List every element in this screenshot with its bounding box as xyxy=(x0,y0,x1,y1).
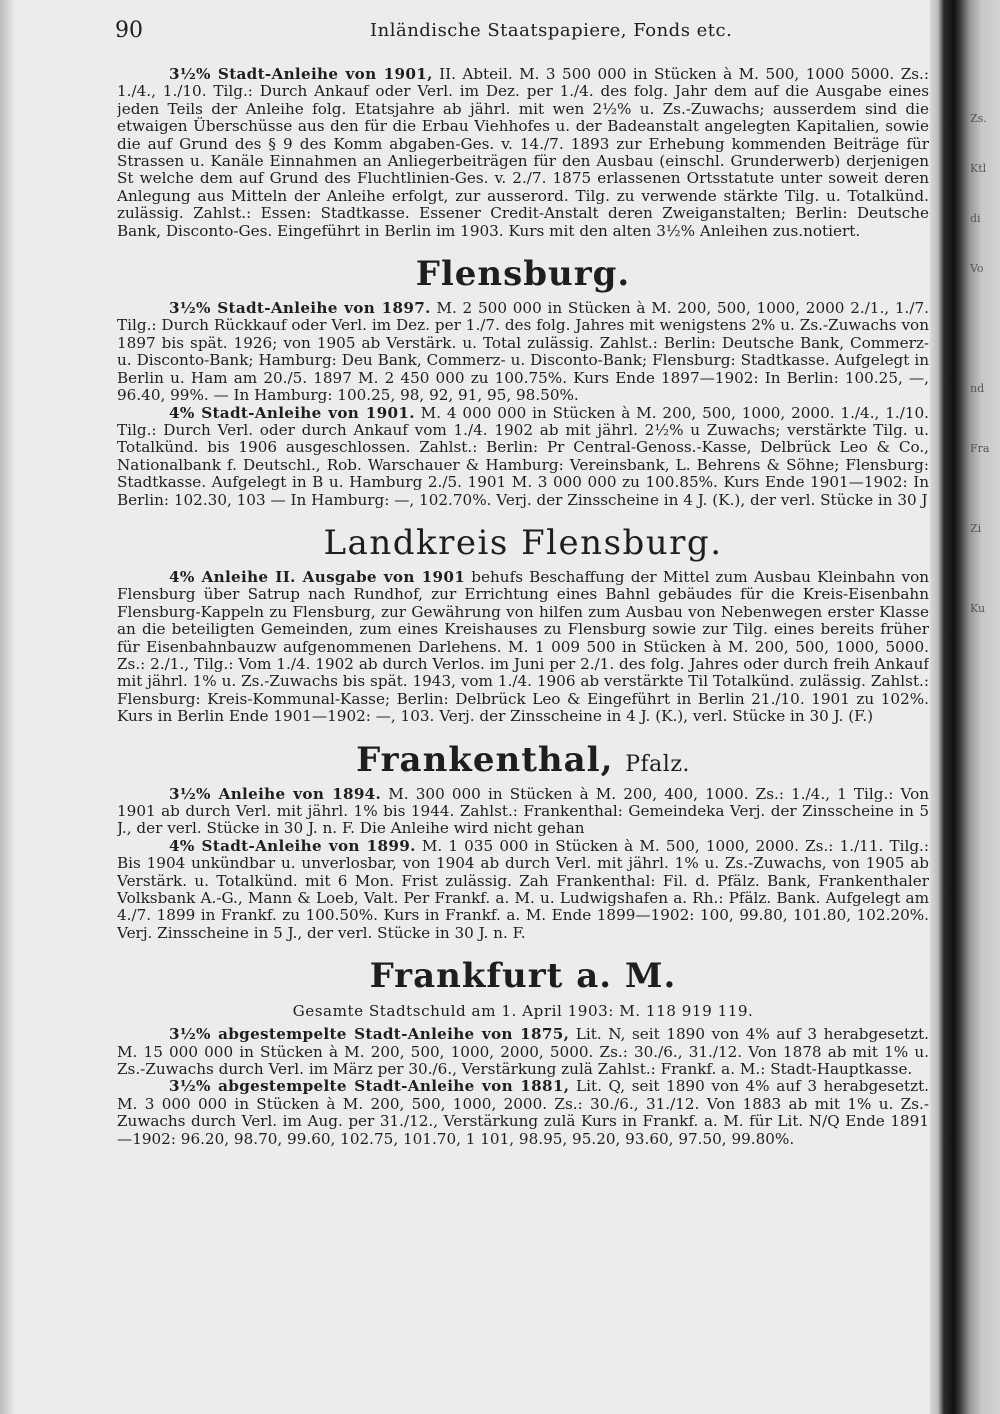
bond-title: 3½% Anleihe von 1894. xyxy=(169,784,382,803)
next-page-fragment: Ktl xyxy=(970,162,987,175)
city-name: Flensburg. xyxy=(415,254,631,295)
page-edge-shadow xyxy=(0,0,14,1414)
city-heading xyxy=(117,254,929,294)
next-page-fragment: Zi xyxy=(970,522,982,535)
bond-entry xyxy=(117,300,929,404)
bond-entry xyxy=(117,405,929,509)
bond-entry xyxy=(117,1078,929,1148)
bond-text: M. 300 000 in Stücken à M. 200, 400, 1000. Zs.: 1./4., 1 Tilg.: Von 1901 ab durch Verl. mit jährl. 1% bis 1944. Zahlst.: Frankenthal: Gemeindeka Verj. der Zinsscheine in 5 J., der verl. Stücke in 30 J. n. F. Die Anleihe wird nicht gehan xyxy=(117,784,929,838)
city-name: Frankfurt a. M. xyxy=(369,956,677,997)
next-page-fragment: di xyxy=(970,212,981,225)
city-heading xyxy=(117,956,929,996)
bond-title: 4% Stadt-Anleihe von 1901. xyxy=(169,403,415,422)
page-number: 90 xyxy=(115,18,143,43)
city-heading xyxy=(117,523,929,563)
binding-gutter xyxy=(930,0,1000,1414)
bond-text: behufs Beschaffung der Mittel zum Ausbau Kleinbahn von Flensburg über Satrup nach Rundhof, zur Errichtung eines Bahnl gebäudes für die Kreis-Eisenbahn Flensburg-Kappeln zu Flensburg, zur Gewährung von hilfen zum Ausbau von Nebenwegen erster Klasse an die beteiligten Gemeinden, zum eines Kreishauses zu Flensburg sowie zur Tilg. eines bereits früher für Eisenbahnbauzw aufgenommenen Darlehens. M. 1 009 500 in Stücken à M. 200, 500, 1000, 5000. Zs.: 2./1., Tilg.: Vom 1./4. 1902 ab durch Verlos. im Juni per 2./1. des folg. Jahres oder durch freih Ankauf mit jährl. 1% u. Zs.-Zuwachs bis spät. 1943, vom 1./4. 1906 ab verstärkte Til Totalkünd. zulässig. Zahlst.: Flensburg: Kreis-Kommunal-Kasse; Berlin: Delbrück Leo & Eingeführt in Berlin 21./10. 1901 zu 102%. Kurs in Berlin Ende 1901—1902: —, 103. Verj. der Zinsscheine in 4 J. (K.), verl. Stücke in 30 J. (F.) xyxy=(117,567,929,726)
bond-entry xyxy=(117,786,929,838)
bond-text: Lit. N, seit 1890 von 4% auf 3 herabgesetzt. M. 15 000 000 in Stücken à M. 200, 500, 1000, 2000, 5000. Zs.: 30./6., 31./12. Von 1878 ab mit 1% u. Zs.-Zuwachs durch Verl. im März per 30./6., Verstärkung zulä Zahlst.: Frankf. a. M.: Stadt-Hauptkasse. xyxy=(117,1025,929,1079)
bond-title: 3½% Stadt-Anleihe von 1897. xyxy=(169,299,431,318)
city-subtitle: Pfalz. xyxy=(625,751,690,777)
bond-text: M. 4 000 000 in Stücken à M. 200, 500, 1000, 2000. 1./4., 1./10. Tilg.: Durch Verl. oder durch Ankauf vom 1./4. 1902 ab mit jährl. 2½% u Zuwachs; verstärkte Tilg. u. Totalkünd. bis 1906 ausgeschlossen. Zahlst.: Berlin: Pr Central-Genoss.-Kasse, Delbrück Leo & Co., Nationalbank f. Deutschl., Rob. Warschauer & Hamburg: Vereinsbank, L. Behrens & Söhne; Flensburg: Stadtkasse. Aufgelegt in B u. Hamburg 2./5. 1901 M. 3 000 000 zu 100.85%. Kurs Ende 1901—1902: In Berlin: 102.30, 103 — In Hamburg: —, 102.70%. Verj. der Zinsscheine in 4 J. (K.), der verl. Stücke in 30 J xyxy=(117,403,929,509)
bond-entry xyxy=(117,569,929,726)
bond-text: Lit. Q, seit 1890 von 4% auf 3 herabgesetzt. M. 3 000 000 in Stücken à M. 200, 500, 1000, 2000. Zs.: 30./6., 31./12. Von 1883 ab mit 1% u. Zs.-Zuwachs durch Verl. im Aug. per 31./12., Verstärkung zulä Kurs in Frankf. a. M. für Lit. N/Q Ende 1891—1902: 96.20, 98.70, 99.60, 102.75, 101.70, 1 101, 98.95, 95.20, 93.60, 97.50, 99.80%. xyxy=(117,1077,929,1148)
bond-text: M. 1 035 000 in Stücken à M. 500, 1000, 2000. Zs.: 1./11. Tilg.: Bis 1904 unkündbar u. unverlosbar, von 1904 ab durch Verl. mit jährl. 1% u. Zs.-Zuwachs, von 1905 ab Verstärk. u. Totalkünd. mit 6 Mon. Frist zulässig. Zah Frankenthal: Fil. d. Pfälz. Bank, Frankenthaler Volksbank A.-G., Mann & Loeb, Valt. Per Frankf. a. M. u. Ludwigshafen a. Rh.: Pfälz. Bank. Aufgelegt am 4./7. 1899 in Frankf. zu 100.50%. Kurs in Frankf. a. M. Ende 1899—1902: 100, 99.80, 101.80, 102.20%. Verj. Zinsscheine in 5 J., der verl. Stücke in 30 J. n. F. xyxy=(117,836,929,942)
next-page-fragment: Zs. xyxy=(970,112,987,125)
next-page-fragment: Fra xyxy=(970,442,990,455)
total-debt-line: Gesamte Stadtschuld am 1. April 1903: M. 118 919 119. xyxy=(292,1002,754,1021)
next-page-fragment: Ku xyxy=(970,602,986,615)
bond-title: 4% Stadt-Anleihe von 1899. xyxy=(169,836,416,855)
bond-text: II. Abteil. M. 3 500 000 in Stücken à M. 500, 1000 5000. Zs.: 1./4., 1./10. Tilg.: Durch Ankauf oder Verl. im Dez. per 1./4. des folg. Jahr dem auf die Ausgabe eines jeden Teils der Anleihe folg. Etatsjahre ab jährl. mit wen 2½% u. Zs.-Zuwachs; ausserdem sind die etwaigen Überschüsse aus den für die Erbau Viehhofes u. der Badeanstalt angelegten Kapitalien, sowie die auf Grund des § 9 des Komm abgaben-Ges. v. 14./7. 1893 zur Erhebung kommenden Beiträge für Strassen u. Kanäle Einnahmen an Anliegerbeiträgen für den Ausbau (einschl. Grunderwerb) derjenigen St welche dem auf Grund des Fluchtlinien-Ges. v. 2./7. 1875 erlassenen Ortsstatute unter soweit deren Anlegung aus Mitteln der Anleihe erfolgt, zur ausserord. Tilg. zu verwende stärkte Tilg. u. Totalkünd. zulässig. Zahlst.: Essen: Stadtkasse. Essener Credit-Anstalt deren Zweiganstalten; Berlin: Deutsche Bank, Disconto-Ges. Eingeführt in Berlin im 1903. Kurs mit den alten 3½% Anleihen zus.notiert. xyxy=(117,66,929,240)
bond-entry xyxy=(117,838,929,942)
page-body xyxy=(117,66,929,1396)
page-header xyxy=(115,18,935,48)
bond-title: 4% Anleihe II. Ausgabe von 1901 xyxy=(169,567,466,586)
bond-title: 3½% abgestempelte Stadt-Anleihe von 1881, xyxy=(169,1077,570,1096)
next-page-fragment: Vo xyxy=(970,262,984,275)
bond-title: 3½% abgestempelte Stadt-Anleihe von 1875, xyxy=(169,1025,570,1044)
running-title: Inländische Staatspapiere, Fonds etc. xyxy=(370,20,733,41)
bond-entry xyxy=(117,66,929,240)
city-name: Frankenthal, xyxy=(356,739,614,780)
bond-text: M. 2 500 000 in Stücken à M. 200, 500, 1000, 2000 2./1., 1./7. Tilg.: Durch Rückkauf oder Verl. im Dez. per 1./7. des folg. Jahres mit wenigstens 2% u. Zs.-Zuwachs von 1897 bis spät. 1926; von 1905 ab Verstärk. u. Total zulässig. Zahlst.: Berlin: Deutsche Bank, Commerz- u. Disconto-Bank; Hamburg: Deu Bank, Commerz- u. Disconto-Bank; Flensburg: Stadtkasse. Aufgelegt in Berlin u. Ham am 20./5. 1897 M. 2 450 000 zu 100.75%. Kurs Ende 1897—1902: In Berlin: 100.25, —, 96.40, 99%. — In Hamburg: 100.25, 98, 92, 91, 95, 98.50%. xyxy=(117,299,929,405)
bond-title: 3½% Stadt-Anleihe von 1901, xyxy=(169,66,433,83)
next-page-fragment: nd xyxy=(970,382,985,395)
bond-entry xyxy=(117,1026,929,1078)
city-name: Landkreis Flensburg. xyxy=(323,522,723,563)
city-heading xyxy=(117,740,929,780)
